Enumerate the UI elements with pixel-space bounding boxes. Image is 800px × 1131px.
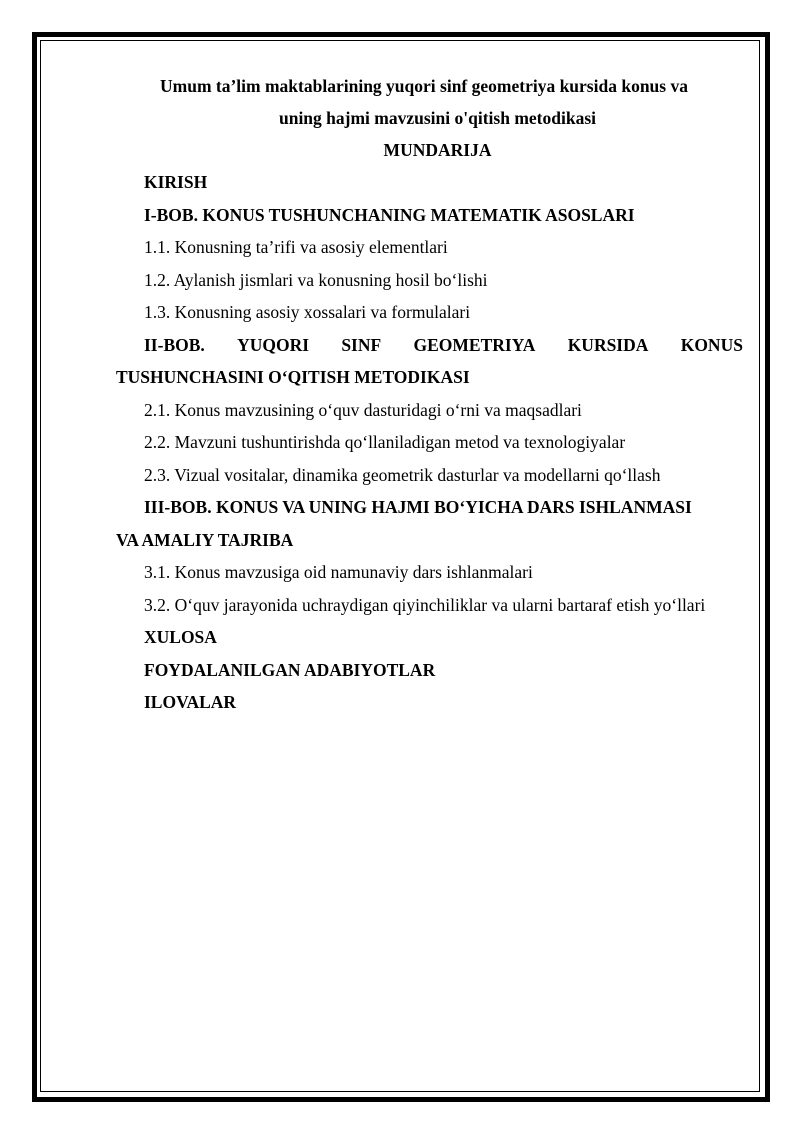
toc-entry-appendices: ILOVALAR [144,692,237,712]
toc-entry-chapter-1: I-BOB. KONUS TUSHUNCHANING MATEMATIK ASOSLARI [144,204,635,225]
document-title-line2: uning hajmi mavzusini o'qitish metodikasi [278,108,597,128]
document-title-line1: Umum ta’lim maktablarining yuqori sinf geometriya kursida konus va [160,76,688,96]
chapter-2-word: II-BOB. [144,334,205,355]
toc-entry-chapter-3: III-BOB. KONUS VA UNING HAJMI BO‘YICHA DARS ISHLANMASI [144,497,692,517]
toc-heading: MUNDARIJA [383,140,492,160]
chapter-2-word: YUQORI [237,334,310,355]
chapter-2-word: KONUS [680,334,743,355]
toc-entry-section-3-1: 3.1. Konus mavzusiga oid namunaviy dars ishlanmalari [144,562,533,582]
toc-entry-section-2-1: 2.1. Konus mavzusining o‘quv dasturidagi o‘rni va maqsadlari [144,399,582,420]
chapter-2-word: SINF [341,334,382,355]
toc-entry-section-3-2: 3.2. O‘quv jarayonida uchraydigan qiyinchiliklar va ularni bartaraf etish yo‘llari [144,594,706,615]
chapter-2-word: KURSIDA [567,334,649,355]
toc-entry-intro: KIRISH [144,172,208,192]
document-body [116,70,743,719]
toc-entry-conclusion: XULOSA [144,627,217,647]
toc-entry-section-2-3: 2.3. Vizual vositalar, dinamika geometrik dasturlar va modellarni qo‘llash [144,464,661,485]
toc-entry-chapter-2-continued: TUSHUNCHASINI O‘QITISH METODIKASI [116,367,470,387]
toc-entry-chapter-2 [116,329,743,362]
toc-entry-section-1-2: 1.2. Aylanish jismlari va konusning hosil bo‘lishi [144,269,488,290]
toc-entry-section-1-1: 1.1. Konusning ta’rifi va asosiy elementlari [144,237,448,257]
toc-entry-section-1-3: 1.3. Konusning asosiy xossalari va formulalari [144,302,471,322]
chapter-2-word: GEOMETRIYA [413,334,536,355]
toc-entry-chapter-3-continued: VA AMALIY TAJRIBA [116,529,294,550]
toc-entry-section-2-2: 2.2. Mavzuni tushuntirishda qo‘llaniladigan metod va texnologiyalar [144,432,626,452]
toc-entry-references: FOYDALANILGAN ADABIYOTLAR [144,659,436,680]
